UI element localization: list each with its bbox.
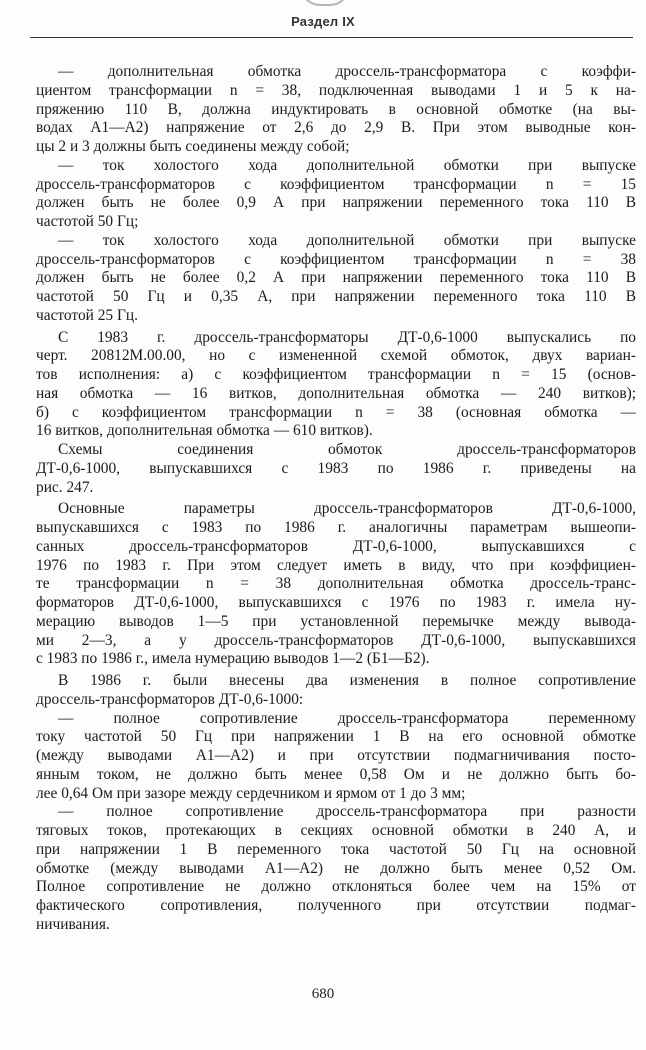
text-line: 1976 по 1983 г. При этом следует иметь в виду, что при коэффициен- (36, 556, 636, 574)
text-line: ная обмотка — 16 витков, дополнительная обмотка — 240 витков); (36, 384, 636, 402)
text-line: Схемы соединения обмоток дроссель-трансформаторов (58, 441, 636, 458)
text-line: току частотой 50 Гц при напряжении 1 В на его основной обмотке (36, 728, 636, 746)
text-line: дроссель-трансформаторов с коэффициентом трансформации n = 15 (36, 175, 636, 193)
text-line: — ток холостого хода дополнительной обмотки при выпуске (58, 156, 636, 174)
text-line: ничивания. (36, 915, 110, 933)
text-line: должен быть не более 0,9 А при напряжении переменного тока 110 В (36, 194, 636, 212)
text-line: ДТ-0,6-1000, выпускавшихся с 1983 по 1986 г. приведены на (36, 459, 636, 477)
text-line: должен быть не более 0,2 А при напряжении переменного тока 110 В (36, 269, 636, 287)
text-line: при напряжении 1 В переменного тока частотой 50 Гц на основной (36, 840, 636, 858)
text-line: с 1983 по 1986 г., имела нумерацию выводов 1—2 (Б1—Б2). (36, 650, 430, 668)
text-line: дроссель-трансформаторов ДТ-0,6-1000: (36, 690, 304, 708)
text-line: — полное сопротивление дроссель-трансформатора при разности (58, 803, 636, 821)
text-line: В 1986 г. были внесены два изменения в полное сопротивление (58, 672, 636, 689)
text-line: — дополнительная обмотка дроссель-трансформатора с коэффи- (58, 63, 636, 80)
text-line: рис. 247. (36, 478, 94, 496)
text-line: янным током, не должно быть менее 0,58 Ом и не должно быть бо- (36, 765, 636, 783)
text-line: фактического сопротивления, полученного при отсутствии подмаг- (36, 897, 636, 914)
text-line: — полное сопротивление дроссель-трансформатора переменному (58, 709, 636, 727)
text-line: водах А1—А2) напряжение от 2,6 до 2,9 В. При этом выводные кон- (36, 119, 636, 137)
text-line: частотой 50 Гц; (36, 213, 139, 230)
text-line: те трансформации n = 38 дополнительная обмотка дроссель-транс- (36, 575, 636, 593)
text-line: ми 2—3, а у дроссель-трансформаторов ДТ-0,6-1000, выпускавшихся (36, 631, 636, 649)
text-line: обмотке (между выводами А1—А2) не должно быть менее 0,52 Ом. (36, 859, 636, 877)
text-line: выпускавшихся с 1983 по 1986 г. аналогичны параметрам вышеопи- (36, 519, 636, 536)
body-text (36, 63, 636, 935)
text-line: цы 2 и 3 должны быть соединены между собой; (36, 138, 350, 155)
section-title: Раздел IX (291, 14, 355, 29)
text-line: форматоров ДТ-0,6-1000, выпускавшихся с 1976 по 1983 г. имела ну- (36, 594, 636, 611)
header-rule (30, 37, 633, 38)
text-line: санных дроссель-трансформаторов ДТ-0,6-1000, выпускавшихся с (36, 537, 636, 555)
page-number: 680 (311, 986, 335, 1002)
text-line: — ток холостого хода дополнительной обмотки при выпуске (58, 231, 636, 249)
text-line: пряжению 110 В, должна индуктировать в основной обмотке (на вы- (36, 100, 636, 118)
text-line: С 1983 г. дроссель-трансформаторы ДТ-0,6-1000 выпускались по (58, 328, 636, 346)
text-line: частотой 25 Гц. (36, 306, 138, 324)
text-line: (между выводами А1—А2) и при отсутствии подмагничивания посто- (36, 747, 636, 764)
text-line: частотой 50 Гц и 0,35 А, при напряжении переменного тока 110 В (36, 288, 636, 305)
text-line: б) с коэффициентом трансформации n = 38 (основная обмотка — (36, 403, 636, 421)
text-line: тяговых токов, протекающих в секциях основной обмотки в 240 А, и (36, 822, 636, 839)
text-line: Основные параметры дроссель-трансформаторов ДТ-0,6-1000, (58, 500, 636, 518)
text-line: Полное сопротивление не должно отклоняться более чем на 15% от (36, 878, 636, 896)
text-line: дроссель-трансформаторов с коэффициентом трансформации n = 38 (36, 250, 636, 268)
text-line: тов исполнения: а) с коэффициентом трансформации n = 15 (основ- (36, 366, 636, 383)
text-line: циентом трансформации n = 38, подключенная выводами 1 и 5 к на- (36, 81, 636, 99)
text-line: 16 витков, дополнительная обмотка — 610 витков). (36, 422, 373, 440)
text-line: лее 0,64 Ом при зазоре между сердечником и ярмом от 1 до 3 мм; (36, 784, 466, 802)
header-decoration (300, 0, 350, 6)
text-line: черт. 20812М.00.00, но с измененной схемой обмоток, двух вариан- (36, 347, 636, 365)
text-line: мерацию выводов 1—5 при установленной перемычке между вывода- (36, 612, 636, 630)
